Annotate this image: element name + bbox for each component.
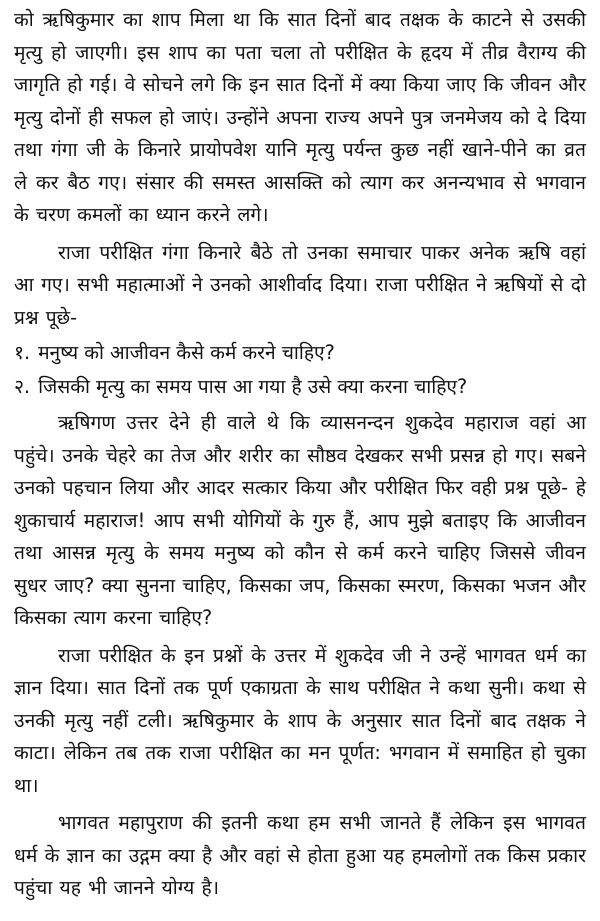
question-number: १.: [14, 341, 31, 364]
paragraph-shukdev: ऋषिगण उत्तर देने ही वाले थे कि व्यासनन्दन शुकदेव महाराज वहां आ पहुंचे। उनके चेहरे का तेज और शरीर का सौष्ठव देखकर सभी प्रसन्न हो गए। सबने उनको पहचान लिया और आदर सत्कार किया और परीक्षित फिर वही प्रश्न पूछे- हे शुकाचार्य महाराज! आप सभी योगियों के गुरु हैं, आप मुझे बताइए कि आजीवन तथा आसन्न मृत्यु के समय मनुष्य को कौन से कर्म करने चाहिए जिससे जीवन सुधर जाए? क्या सुनना चाहिए, किसका जप, किसका स्मरण, किसका भजन और किसका त्याग करना चाहिए?: [14, 411, 586, 629]
questions-list: [14, 336, 586, 404]
paragraph-origin: भागवत महापुराण की इतनी कथा हम सभी जानते हैं लेकिन इस भागवत धर्म के ज्ञान का उद्गम क्या है और वहां से होता हुआ यह हमलोगों तक किस प्रकार पहुंचा यह भी जानने योग्य है।: [14, 811, 586, 899]
list-item: [14, 370, 586, 404]
paragraph-sages-arrive: राजा परीक्षित गंगा किनारे बैठे तो उनका समाचार पाकर अनेक ऋषि वहां आ गए। सभी महात्माओं ने उनको आशीर्वाद दिया। राजा परीक्षित ने ऋषियों से दो प्रश्न पूछे-: [14, 240, 586, 329]
paragraph-bhagavat-dharma: राजा परीक्षित के इन प्रश्नों के उत्तर में शुकदेव जी ने उन्हें भागवत धर्म का ज्ञान दिया। सात दिनों तक पूर्ण एकाग्रता के साथ परीक्षित ने कथा सुनी। कथा से उनकी मृत्यु नहीं टली। ऋषिकुमार के शाप के अनुसार सात दिनों बाद तक्षक ने काटा। लेकिन तब तक राजा परीक्षित का मन पूर्णत: भगवान में समाहित हो चुका था।: [14, 643, 586, 797]
paragraph-curse: को ऋषिकुमार का शाप मिला था कि सात दिनों बाद तक्षक के काटने से उसकी मृत्यु हो जाएगी। इस शाप का पता चला तो परीक्षित के हृदय में तीव्र वैराग्य की जागृति हो गई। वे सोचने लगे कि इन सात दिनों में क्या किया जाए कि जीवन और मृत्यु दोनों ही सफल हो जाएं। उन्होंने अपना राज्य अपने पुत्र जनमेजय को दे दिया तथा गंगा जी के किनारे प्रायोपवेश यानि मृत्यु पर्यन्त कुछ नहीं खाने-पीने का व्रत ले कर बैठ गए। संसार की समस्त आसक्ति को त्याग कर अनन्यभाव से भगवान के चरण कमलों का ध्यान करने लगे।: [14, 8, 586, 226]
question-number: २.: [14, 375, 31, 398]
question-text: मनुष्य को आजीवन कैसे कर्म करने चाहिए?: [38, 341, 335, 364]
question-text: जिसकी मृत्यु का समय पास आ गया है उसे क्या करना चाहिए?: [38, 375, 468, 398]
list-item: [14, 336, 586, 370]
